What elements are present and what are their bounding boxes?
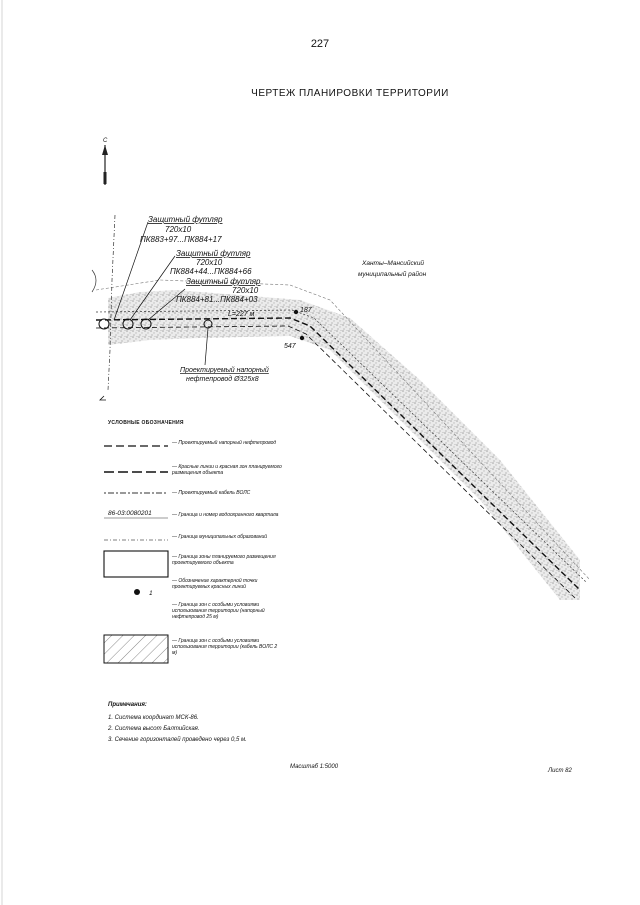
notes bbox=[108, 700, 247, 746]
point-label: 187 bbox=[300, 307, 312, 314]
legend-marker-label: 1 bbox=[149, 590, 153, 597]
region-label bbox=[358, 259, 427, 278]
legend-item: — Красные линии и красная зон планируемого размещения объекта bbox=[172, 464, 282, 476]
svg-text:ПК883+97...ПК884+17: ПК883+97...ПК884+17 bbox=[140, 235, 222, 244]
legend-item: — Проектируемый напорный нефтепровод bbox=[172, 440, 277, 446]
legend-symbols bbox=[104, 446, 168, 663]
svg-text:Проектируемый напорный: Проектируемый напорный bbox=[180, 367, 269, 374]
svg-text:нефтепровод Ø325x8: нефтепровод Ø325x8 bbox=[186, 376, 259, 383]
casing-label bbox=[140, 215, 223, 244]
casing-label bbox=[176, 277, 261, 304]
legend-item: — Граница зоны планируемого размещения проектируемого объекта bbox=[172, 554, 276, 566]
svg-text:ПК884+44...ПК884+66: ПК884+44...ПК884+66 bbox=[170, 267, 252, 276]
legend-code: 86-03:0080201 bbox=[108, 510, 152, 517]
drawing-title: ЧЕРТЕЖ ПЛАНИРОВКИ ТЕРРИТОРИИ bbox=[251, 88, 449, 99]
note-item: 1. Система координат МСК-86. bbox=[108, 715, 199, 721]
note-item: 3. Сечение горизонталей проведено через 0,5 м. bbox=[108, 737, 247, 743]
svg-text:Защитный футляр: Защитный футляр bbox=[148, 215, 223, 224]
legend-item: — Граница зон с особыми условиями использования территории (кабель ВОЛС 2 м) bbox=[172, 638, 278, 656]
casing-label bbox=[170, 249, 252, 276]
svg-text:Ханты–Мансийский: Ханты–Мансийский bbox=[362, 260, 425, 267]
legend-title: УСЛОВНЫЕ ОБОЗНАЧЕНИЯ bbox=[108, 420, 184, 426]
svg-text:720x10: 720x10 bbox=[232, 286, 259, 295]
legend-item: — Граница муниципальных образований bbox=[172, 534, 268, 540]
point-marker bbox=[294, 310, 298, 314]
svg-text:Защитный футляр: Защитный футляр bbox=[186, 277, 261, 286]
notes-heading: Примечания: bbox=[108, 702, 147, 708]
north-label: С bbox=[103, 138, 108, 144]
point-marker bbox=[300, 336, 304, 340]
north-arrow-icon bbox=[102, 145, 108, 185]
length-label: L=227 м bbox=[228, 311, 255, 318]
svg-text:муниципальный район: муниципальный район bbox=[358, 271, 427, 278]
page-number: 227 bbox=[310, 38, 330, 50]
svg-text:Защитный футляр: Защитный футляр bbox=[176, 249, 251, 258]
svg-text:720x10: 720x10 bbox=[165, 225, 192, 234]
svg-text:ПК884+81...ПК884+03: ПК884+81...ПК884+03 bbox=[176, 295, 258, 304]
legend-item: — Граница зон с особыми условиями использования территории (напорный нефтепровод 25 м) bbox=[172, 602, 265, 620]
scale-label: Масштаб 1:5000 bbox=[290, 764, 339, 770]
svg-text:720x10: 720x10 bbox=[196, 258, 223, 267]
point-label: 547 bbox=[284, 343, 296, 350]
legend-item: — Обозначение характерной точки проектируемых красных линий bbox=[172, 578, 258, 590]
sheet-number: Лист 82 bbox=[548, 768, 572, 774]
pipeline-label bbox=[180, 366, 269, 383]
pipeline-line bbox=[96, 318, 580, 590]
note-item: 2. Система высот Балтийская. bbox=[108, 726, 200, 732]
legend-item: — Проектируемый кабель ВОЛС bbox=[172, 490, 251, 496]
legend-item: — Граница и номер водоохранного квартала bbox=[172, 512, 279, 518]
